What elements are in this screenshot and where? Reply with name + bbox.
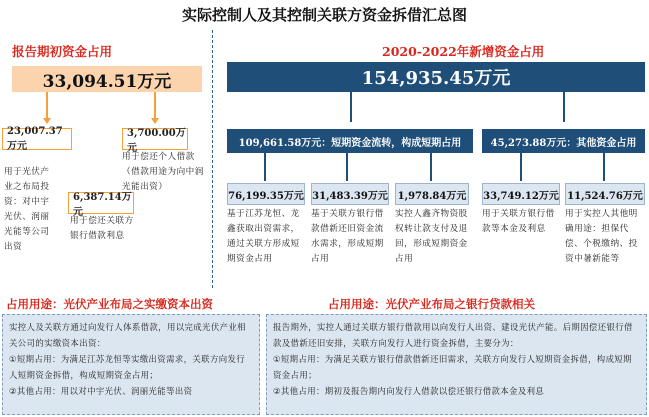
- right-item-2-desc: 基于关联方银行借款借新还旧资金流水需求，形成短期占用: [311, 209, 384, 264]
- section-divider: [212, 30, 213, 288]
- left-item-2-desc: 用于偿还关联方银行借款利息: [70, 216, 134, 241]
- connector: [154, 92, 156, 118]
- usage-right-line-2: ①短期占用：为满足关联方银行借款借新还旧需求，关联方向发行人短期资金拆借，构成短期资金占用；: [273, 354, 632, 380]
- left-item-1-desc: 用于光伏产业之布局投资：对中宇光伏、润丽光能等公司出资: [4, 167, 50, 252]
- arrow: [43, 118, 51, 124]
- usage-left-line-3: ②其他占用：用以对中宇光伏、润丽光能等出资: [9, 386, 193, 396]
- usage-left-line-1: 实控人及关联方通过向发行人体系借款，用以完成光伏产业相关公司的实缴资本出资：: [9, 322, 246, 348]
- right-group-1: 109,661.58万元：短期资金流转，构成短期占用: [227, 129, 473, 153]
- connector: [346, 153, 348, 181]
- left-item-3-desc: 用于偿还个人借款（借款用途为向中润光能出资）: [122, 152, 204, 192]
- left-item-1-amount: 23,007.37万元: [2, 128, 72, 150]
- usage-right-label: 占用用途：光伏产业布局之银行贷款相关: [328, 297, 535, 311]
- usage-left-label: 占用用途：光伏产业布局之实缴资本出资: [6, 297, 213, 311]
- right-item-4-desc: 用于关联方银行借款等本金及利息: [482, 209, 555, 234]
- right-item-1-desc: 基于江苏龙恒、龙鑫获取出资需求，通过关联方形成短期资金占用: [227, 209, 300, 264]
- left-item-2-amount: 6,387.14万元: [68, 192, 134, 214]
- connector: [46, 92, 48, 118]
- right-item-5-desc: 用于实控人其他明确用途：担保代偿、个税缴纳、投资中暑新能等: [565, 209, 638, 264]
- usage-right-box: [266, 314, 647, 415]
- left-header: 报告期初资金占用: [12, 44, 113, 59]
- page-title: 实际控制人及其控制关联方资金拆借汇总图: [181, 6, 467, 24]
- connector: [603, 153, 605, 181]
- connector: [264, 153, 266, 181]
- right-header: 2020-2022年新增资金占用: [382, 44, 545, 59]
- right-item-3-desc: 实控人鑫齐物资股权转让款支付及退回，形成短期资金占用: [395, 209, 468, 264]
- usage-right-line-3: ②其他占用：期初及报告期内向发行人借款以偿还银行借款本金及利息: [273, 386, 545, 396]
- right-item-2-amount: 31,483.39万元: [311, 183, 389, 205]
- usage-right-line-1: 报告期外，实控人通过关联方银行借款用以向发行人出资、建设光伏产能。后期因偿还银行借款及借新还旧安排，关联方向发行人进行资金拆借，主要分为：: [273, 322, 633, 348]
- usage-left-line-2: ①短期占用：为满足江苏龙恒等实缴出资需求，关联方向发行人短期资金拆借，构成短期资金占用；: [9, 354, 246, 380]
- connector: [520, 153, 522, 181]
- connector: [350, 92, 352, 122]
- right-total: 154,935.45万元: [227, 62, 645, 92]
- right-item-4-amount: 33,749.12万元: [482, 183, 560, 205]
- left-item-3-amount: 3,700.00万元: [122, 128, 188, 150]
- right-item-1-amount: 76,199.35万元: [227, 183, 305, 205]
- left-total: 33,094.51万元: [12, 66, 202, 92]
- connector: [563, 92, 565, 122]
- connector: [430, 153, 432, 181]
- right-item-5-amount: 11,524.76万元: [565, 183, 645, 205]
- usage-left-box: [2, 314, 260, 415]
- right-item-3-amount: 1,978.84万元: [395, 183, 469, 205]
- right-group-2: 45,273.88万元：其他资金占用: [482, 129, 645, 153]
